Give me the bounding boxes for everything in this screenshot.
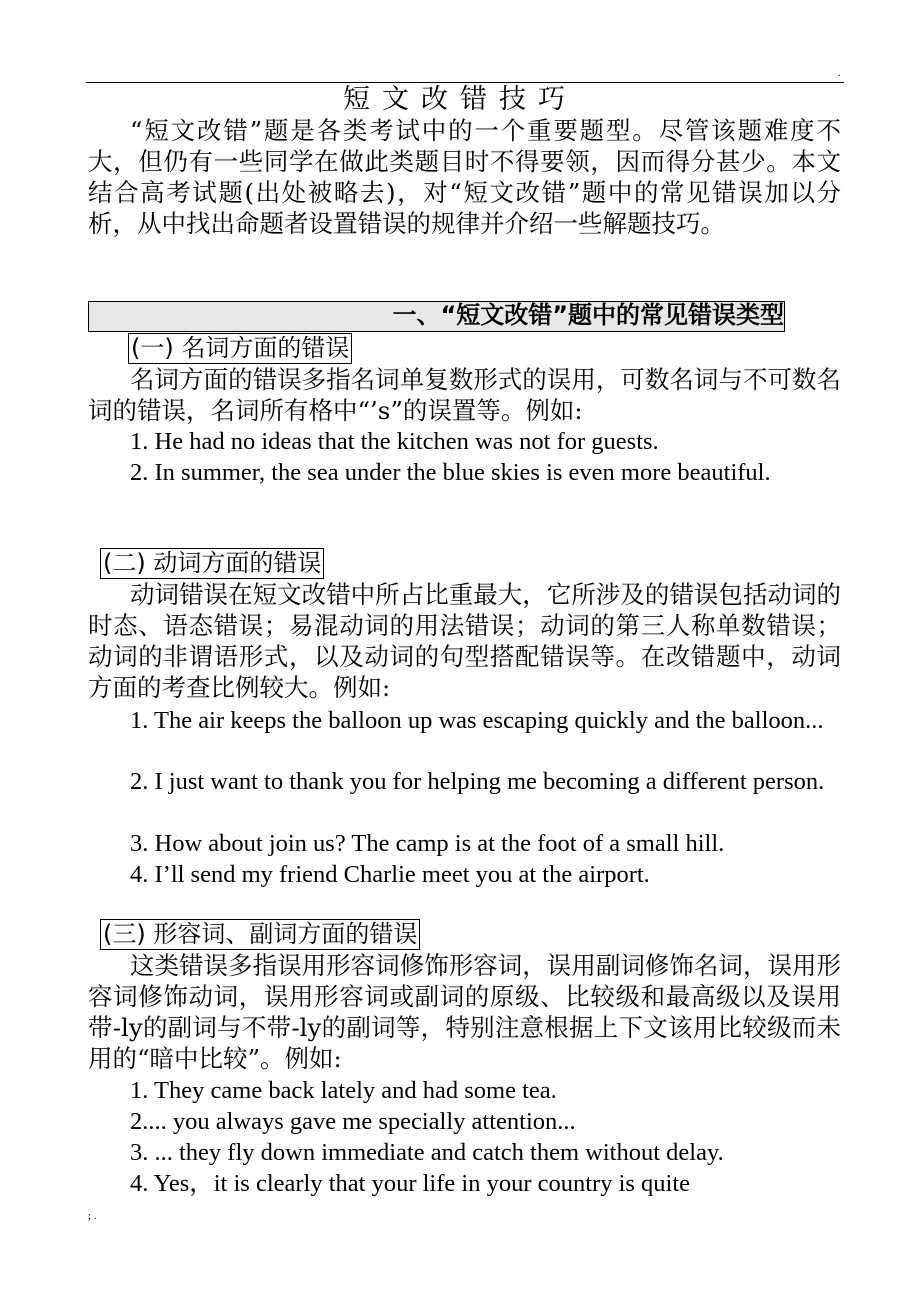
- section-heading-bar: [88, 301, 785, 332]
- subsection-heading-verbs: (二) 动词方面的错误: [100, 548, 324, 579]
- subsection-description-verbs: 动词错误在短文改错中所占比重最大，它所涉及的错误包括动词的时态、语态错误；易混动词的用法错误；动词的第三人称单数错误；动词的非谓语形式，以及动词的句型搭配错误等。在改错题中，动词方面的考查比例较大。例如:: [88, 580, 841, 702]
- example-item: 2. In summer, the sea under the blue skies is even more beautiful.: [130, 459, 771, 486]
- corner-mark-top: .: [838, 68, 841, 79]
- subsection-heading-nouns: (一) 名词方面的错误: [128, 333, 352, 364]
- corner-mark-bottom: ; .: [88, 1210, 97, 1222]
- subsection-heading-adjectives: (三) 形容词、副词方面的错误: [100, 919, 420, 950]
- example-item: 4. I’ll send my friend Charlie meet you at the airport.: [130, 861, 650, 888]
- intro-paragraph: “短文改错”题是各类考试中的一个重要题型。尽管该题难度不大，但仍有一些同学在做此类题目时不得要领，因而得分甚少。本文结合高考试题(出处被略去)，对“短文改错”题中的常见错误加以分析，从中找出命题者设置错误的规律并介绍一些解题技巧。: [88, 116, 841, 238]
- header-rule: [86, 82, 844, 83]
- document-title: 短文改错技巧: [343, 84, 577, 115]
- example-item: 1. The air keeps the balloon up was escaping quickly and the balloon...: [130, 707, 824, 734]
- example-item: 3. How about join us? The camp is at the foot of a small hill.: [130, 830, 725, 857]
- section-heading: 一、“短文改错”题中的常见错误类型: [392, 301, 784, 329]
- example-item: 1. He had no ideas that the kitchen was not for guests.: [130, 428, 659, 455]
- example-item: 2. I just want to thank you for helping me becoming a different person.: [130, 768, 825, 795]
- subsection-description-nouns: 名词方面的错误多指名词单复数形式的误用，可数名词与不可数名词的错误，名词所有格中“’s”的误置等。例如:: [88, 365, 841, 425]
- example-item: 1. They came back lately and had some tea.: [130, 1077, 557, 1104]
- example-item: 2.... you always gave me specially attention...: [130, 1108, 576, 1135]
- example-item: 3. ... they fly down immediate and catch them without delay.: [130, 1139, 724, 1166]
- example-item: 4. Yes，it is clearly that your life in your country is quite: [130, 1170, 691, 1197]
- subsection-description-adjectives: 这类错误多指误用形容词修饰形容词，误用副词修饰名词，误用形容词修饰动词，误用形容词或副词的原级、比较级和最高级以及误用带-ly的副词与不带-ly的副词等，特别注意根据上下文该用比较级而未用的“暗中比较”。例如:: [88, 951, 841, 1073]
